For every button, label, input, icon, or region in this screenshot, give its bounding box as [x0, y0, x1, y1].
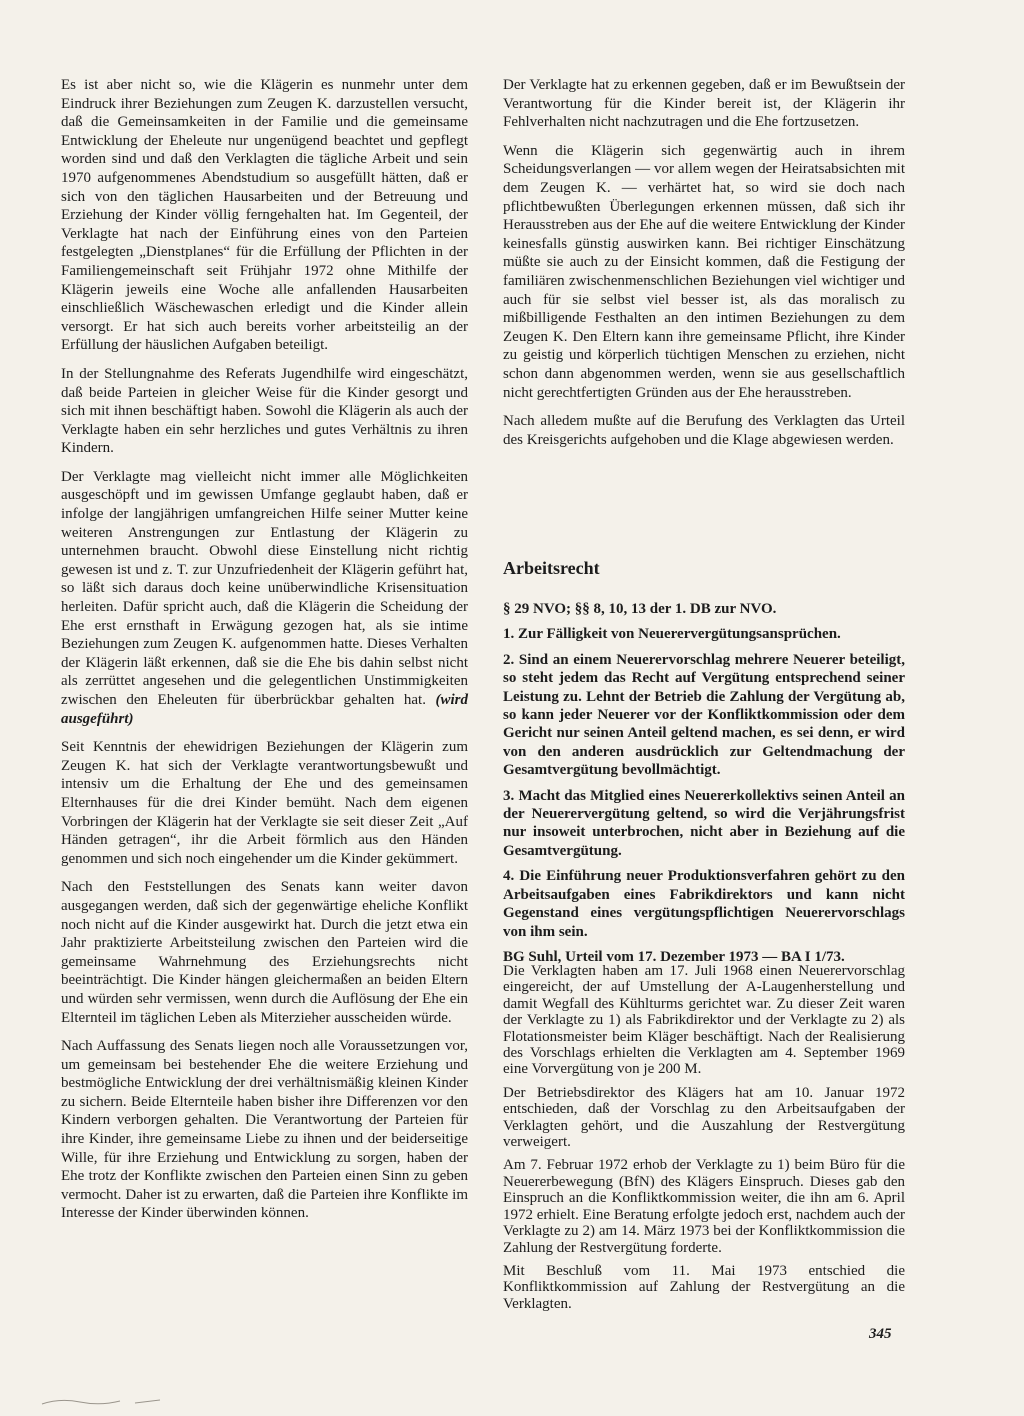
headnote-point: 4. Die Einführung neuer Produktionsverfahren gehört zu den Arbeitsaufgaben eines Fabrikdirektors und kann nicht Gegenstand eines vergütungspflichtigen Neuerervorschlags von ihm sein.: [503, 868, 905, 940]
ellipsis-note: (wird ausgeführt): [61, 692, 468, 727]
paragraph: Mit Beschluß vom 11. Mai 1973 entschied die Konfliktkommission auf Zahlung der Restvergütung an die Verklagten.: [503, 1262, 905, 1312]
paragraph: Wenn die Klägerin sich gegenwärtig auch in ihrem Scheidungsverlangen — vor allem wegen der Heiratsabsichten mit dem Zeugen K. — verhärtet hat, so wird sie doch nach pflichtbewußten Überlegungen erkennen müssen, daß sich ihr Herausstreben aus der Ehe auf die weitere Entwicklung der Kinder keinesfalls günstig auswirken kann. Bei richtiger Einschätzung müßte sie auch zu der Einsicht kommen, daß die Festigung der familiären zwischenmenschlichen Beziehungen viel wichtiger und auch für sie selbst viel besser ist, als das moralisch zu mißbilligende Festhalten an den intimen Beziehungen zu dem Zeugen K. Den Eltern kann ihre gemeinsame Pflicht, ihre Kinder zu geistig und körperlich tüchtigen Menschen zu erziehen, nicht schon dann abgenommen werden, wenn sie aus gesellschaftlich nicht gerechtfertigten Gründen aus der Ehe herausstreben.: [503, 142, 905, 401]
headnote-point: 1. Zur Fälligkeit von Neuerervergütungsansprüchen.: [503, 626, 841, 643]
page-number: 345: [869, 1326, 892, 1342]
headnote-point: 3. Macht das Mitglied eines Neuererkollektivs seinen Anteil an der Neuerervergütung geltend, so wird die Verjährungsfrist nur insoweit unterbrochen, nicht aber in Beziehung auf die Gesamtvergütung.: [503, 787, 905, 859]
paragraph-text: Der Verklagte mag vielleicht nicht immer alle Möglichkeiten ausgeschöpft und im gewissen Umfange geglaubt haben, daß er infolge der langjährigen umfangreichen Hilfe seiner Mutter keine weiteren Anstrengungen zur Entlastung der Klägerin zu unternehmen braucht. Obwohl diese Einstellung nicht richtig gewesen ist und z. T. zur Unzufriedenheit der Klägerin geführt hat, so läßt sich daraus doch keine unüberwindliche Krisensituation herleiten. Dafür spricht auch, daß die Klägerin die Scheidung der Ehe erst ernsthaft in Erwägung gezogen hat, als sie intime Beziehungen zum Zeugen K. aufgenommen hatte. Dieses Verhalten der Klägerin läßt erkennen, daß sie die Ehe bis dahin selbst nicht als zerrüttet angesehen und die gelegentlichen Unstimmigkeiten zwischen den Eheleuten für überbrückbar gehalten hat.: [61, 468, 468, 708]
paragraph: Es ist aber nicht so, wie die Klägerin es nunmehr unter dem Eindruck ihrer Beziehungen zum Zeugen K. darzustellen versucht, daß die Gemeinsamkeiten in der Familie und die gemeinsame Entwicklung der Eheleute nur ungenügend beachtet und gepflegt worden sind und daß den Verklagten die tägliche Arbeit und sein 1970 aufgenommenes Abendstudium so ausgefüllt hätten, daß er sich von den täglichen Hausarbeiten und der Betreuung und Erziehung der Kinder völlig ferngehalten hat. Im Gegenteil, der Verklagte hat nach der Einführung eines von den Parteien festgelegten „Dienstplanes“ für die Erfüllung der Pflichten in der Familiengemeinschaft seit Frühjahr 1972 ohne Mithilfe der Klägerin jeweils eine Woche alle anfallenden Hausarbeiten einschließlich Wäschewaschen erledigt und die Kinder allein versorgt. Er hat sich auch bereits vorher arbeitsteilig an der Erfüllung der häuslichen Aufgaben beteiligt.: [61, 77, 468, 354]
facts-section: [503, 963, 905, 1319]
paragraph: Der Verklagte hat zu erkennen gegeben, daß er im Bewußtsein der Verantwortung für die Kinder bereit ist, der Klägerin ihr Fehlverhalten nicht nachzutragen und die Ehe fortzusetzen.: [503, 77, 905, 131]
court-citation: BG Suhl, Urteil vom 17. Dezember 1973 — BA I 1/73.: [503, 948, 845, 965]
paragraph: Seit Kenntnis der ehewidrigen Beziehungen der Klägerin zum Zeugen K. hat sich der Verklagte verantwortungsbewußt und intensiv um die Erhaltung der Ehe und des gemeinsamen Elternhauses für die drei Kinder bemüht. Nach dem eigenen Vorbringen der Klägerin hat der Verklagte sie seit dieser Zeit „Auf Händen getragen“, ihr die Arbeit förmlich aus den Händen genommen und sich noch eingehender um die Kinder gekümmert.: [61, 739, 468, 867]
paragraph: [61, 468, 468, 728]
paragraph: Nach Auffassung des Senats liegen noch alle Voraussetzungen vor, um gemeinsam bei bestehender Ehe die weitere Erziehung und bestmögliche Entwicklung der drei verhältnismäßig kleinen Kinder zu sichern. Beide Elternteile haben bisher ihre Differenzen vor den Kindern verborgen gehalten. Die Verantwortung der Parteien für ihre Kinder, ihre gemeinsame Liebe zu ihnen und der beiderseitige Wille, für ihre Erziehung und Entwicklung zu sorgen, haben der Ehe trotz der Konflikte zwischen den Parteien einen Sinn zu geben vermocht. Daher ist zu erwarten, daß die Parteien ihre Konflikte im Interesse der Kinder überwinden können.: [61, 1038, 468, 1222]
paragraph: In der Stellungnahme des Referats Jugendhilfe wird eingeschätzt, daß beide Parteien in gleicher Weise für die Kinder gesorgt und sich mit ihnen beschäftigt haben. Sowohl die Klägerin als auch der Verklagte haben ein sehr herzliches und gutes Verhältnis zu ihren Kindern.: [61, 365, 468, 457]
paragraph: Die Verklagten haben am 17. Juli 1968 einen Neuerervorschlag eingereicht, der auf Umstellung der A-Laugenherstellung und damit Wegfall des Kühlturms gerichtet war. Zu dieser Zeit waren der Verklagte zu 1) als Fabrikdirektor und der Verklagte zu 2) als Flotationsmeister beim Kläger beschäftigt. Nach der Realisierung des Vorschlags erhielten die Verklagten am 4. September 1969 eine Vorvergütung von je 200 M.: [503, 963, 905, 1078]
headnote-citation: § 29 NVO; §§ 8, 10, 13 der 1. DB zur NVO.: [503, 601, 777, 617]
paragraph: Am 7. Februar 1972 erhob der Verklagte zu 1) beim Büro für die Neuererbewegung (BfN) des Klägers Einspruch. Dieses gab den Einspruch an die Konfliktkommission weiter, die ihn am 6. April 1972 erhielt. Eine Beratung erfolgte jedoch erst, nachdem auch der Verklagte zu 2) am 14. März 1973 bei der Konfliktkommission die Zahlung der Restvergütung forderte.: [503, 1157, 905, 1256]
paragraph: Nach den Feststellungen des Senats kann weiter davon ausgegangen werden, daß sich der gegenwärtige eheliche Konflikt noch nicht auf die Kinder ausgewirkt hat. Durch die jetzt etwa ein Jahr praktizierte Arbeitsteilung zwischen den Parteien wird die gemeinsame Wahrnehmung des Erziehungsrechts nicht beeinträchtigt. Die Kinder hängen gleichermaßen an beiden Eltern und würden sehr vermissen, wenn durch die Auflösung der Ehe ein Elternteil im täglichen Leben als Miterzieher ausscheiden würde.: [61, 879, 468, 1026]
paragraph: Nach alledem mußte auf die Berufung des Verklagten das Urteil des Kreisgerichts aufgehoben und die Klage abgewiesen werden.: [503, 413, 905, 448]
right-column: [503, 76, 905, 459]
left-column: [61, 76, 468, 1233]
scan-smudge: [40, 1396, 190, 1406]
headnote: [503, 600, 905, 973]
paragraph: Der Betriebsdirektor des Klägers hat am 10. Januar 1972 entschieden, daß der Vorschlag zu den Arbeitsaufgaben der Verklagten gehört, und die Auszahlung der Restvergütung verweigert.: [503, 1084, 905, 1151]
section-heading: Arbeitsrecht: [503, 558, 600, 578]
headnote-point: 2. Sind an einem Neuerervorschlag mehrere Neuerer beteiligt, so steht jedem das Recht auf Vergütung entsprechend seiner Leistung zu. Lehnt der Betrieb die Zahlung der Vergütung ab, so kann jeder Neuerer vor der Konfliktkommission oder dem Gericht nur seinen Anteil geltend machen, es sei denn, er wird von den anderen ausdrücklich zur Geltendmachung der Gesamtvergütung bevollmächtigt.: [503, 651, 905, 779]
